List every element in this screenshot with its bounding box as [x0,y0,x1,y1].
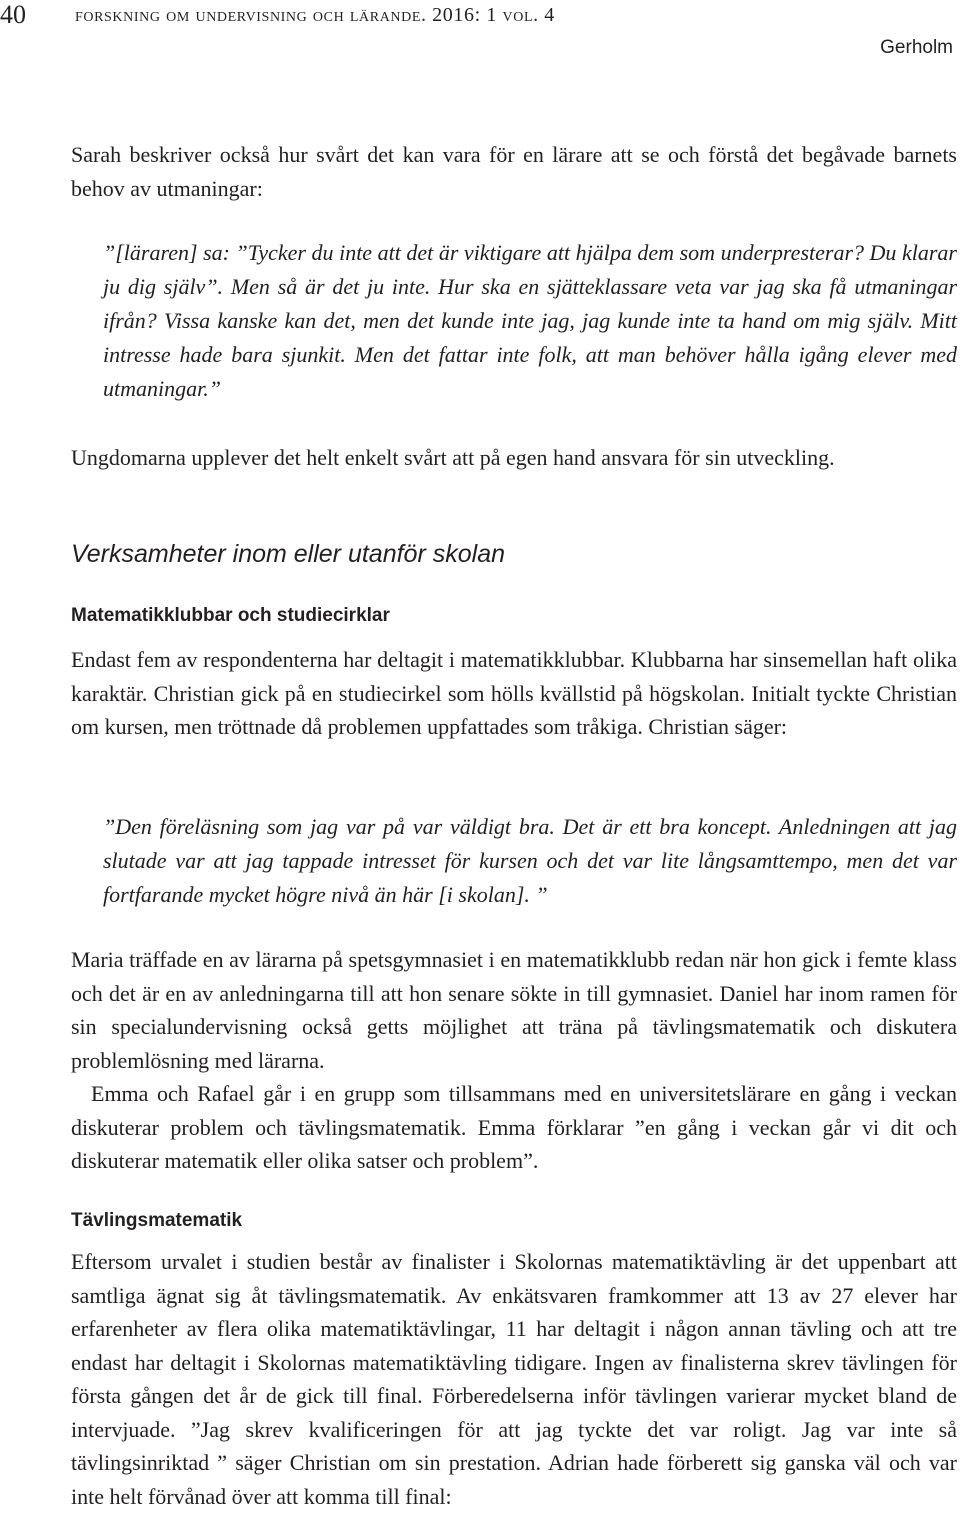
block-quote: ”Den föreläsning som jag var på var väldigt bra. Det är ett bra koncept. Anledningen att jag slutade var att jag tappade intresset för kursen och det var lite långsamttempo, men det var fortfarande mycket högre nivå än här [i skolan]. ” [103,814,957,907]
page-number: 40 [0,0,26,29]
subheading: Tävlingsmatematik [71,1210,243,1231]
body-paragraph: Sarah beskriver också hur svårt det kan vara för en lärare att se och förstå det begåvade barnets behov av utmaningar: [71,142,957,201]
block-quote: ”[läraren] sa: ”Tycker du inte att det är viktigare att hjälpa dem som underpresterar? Du klarar ju dig själv”. Men så är det ju inte. Hur ska en sjätteklassare veta var jag ska få utmaningar ifrån? Vissa kanske kan det, men det kunde inte jag, jag kunde inte ta hand om mig själv. Mitt intresse hade bara sjunkit. Men det fattar inte folk, att man behöver hålla igång elever med utmaningar.” [103,240,957,401]
author-running-head: Gerholm [880,37,953,58]
subheading: Matematikklubbar och studiecirklar [71,605,390,626]
body-paragraph: Maria träffade en av lärarna på spetsgymnasiet i en matematikklubb redan när hon gick i femte klass och det är en av anledningarna till att hon senare sökte in till gymnasiet. Daniel har inom ramen för sin specialundervisning också getts möjlighet att träna på tävlingsmatematik och diskutera problemlösning med lärarna. [71,947,957,1073]
body-paragraph: Endast fem av respondenterna har deltagit i matematikklubbar. Klubbarna har sinsemellan haft olika karaktär. Christian gick på en studiecirkel som hölls kvällstid på högskolan. Initialt tyckte Christian om kursen, men tröttnade då problemen uppfattades som tråkiga. Christian säger: [71,647,957,739]
body-paragraph: Emma och Rafael går i en grupp som tillsammans med en universitetslärare en gång i veckan diskuterar problem och tävlingsmatematik. Emma förklarar ”en gång i veckan går vi dit och diskuterar matematik eller olika satser och problem”. [71,1081,957,1173]
section-heading: Verksamheter inom eller utanför skolan [71,540,505,568]
body-paragraph: Eftersom urvalet i studien består av finalister i Skolornas matematiktävling är det uppenbart att samtliga ägnat sig åt tävlingsmatematik. Av enkätsvaren framkommer att 13 av 27 elever har erfarenheter av flera olika matematiktävlingar, 11 har deltagit i någon annan tävling och att tre endast har deltagit i Skolornas matematiktävling tidigare. Ingen av finalisterna skrev tävlingen för första gången det år de gick till final. Förberedelserna inför tävlingen varierar mycket bland de intervjuade. ”Jag skrev kvalificeringen för att jag tyckte det var roligt. Jag var inte så tävlingsinriktad ” säger Christian om sin prestation. Adrian hade förberett sig ganska väl och var inte helt förvånad över att komma till final: [71,1249,957,1509]
body-paragraph: Ungdomarna upplever det helt enkelt svårt att på egen hand ansvara för sin utveckling. [71,445,835,470]
running-head: forskning om undervisning och lärande. 2016: 1 vol. 4 [75,4,555,26]
